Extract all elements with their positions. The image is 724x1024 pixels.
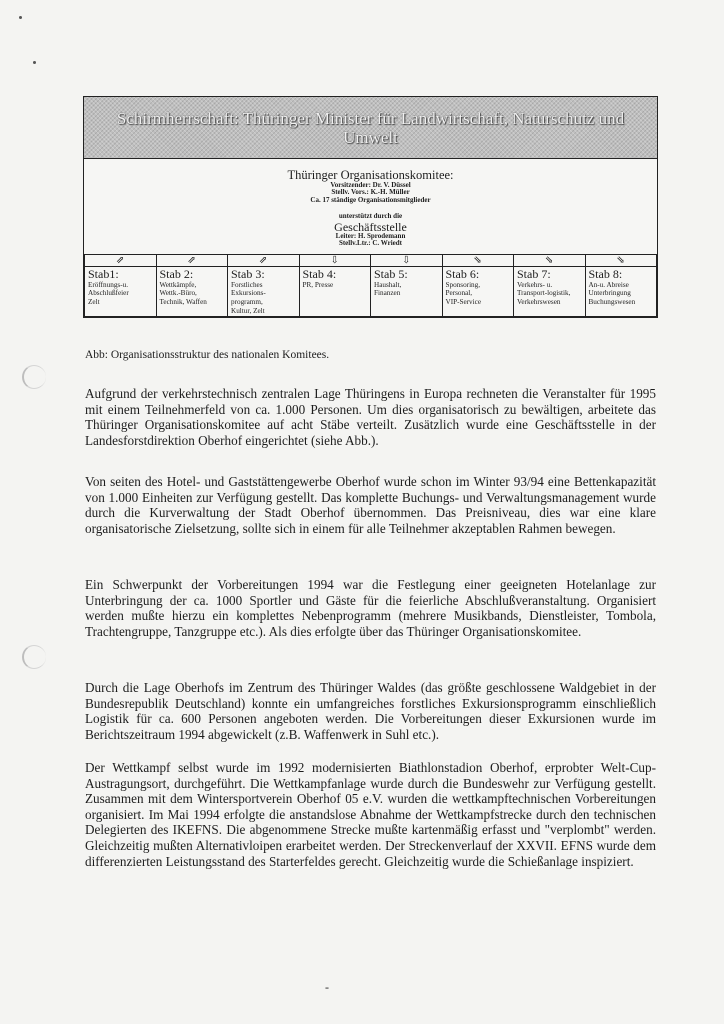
office-title: Geschäftsstelle — [334, 219, 407, 234]
arrow-icon: ⇘ — [585, 254, 657, 266]
paragraph-2: Von seiten des Hotel- und Gaststättengewerbe Oberhof wurde schon im Winter 93/94 eine Bettenkapazität von 1.000 Einheiten zur Verfügung gestellt. Das komplette Buchungs- und Verwaltungsmanagement wurde durch die Kurverwaltung der Stadt Oberhof übernommen. Das Preisniveau, dies war eine klare organisatorische Zielsetzung, sollte sich in einem für alle Teilnehmer akzeptablen Rahmen bewegen. — [85, 474, 656, 536]
committee-block — [84, 159, 657, 254]
patronage-banner — [84, 97, 657, 159]
arrow-icon: ⇩ — [299, 254, 371, 266]
stab-name: Stab 2: — [159, 266, 194, 281]
stab-desc: Verkehrs- u. Transport-logistik, Verkehrswesen — [517, 280, 571, 306]
committee-deputy: Stellv. Vors.: K.-H. Müller — [331, 188, 410, 197]
stab-desc: PR, Presse — [302, 280, 334, 289]
stab-name: Stab 3: — [231, 266, 265, 281]
org-chart — [83, 96, 658, 318]
stab-name: Stab 4: — [302, 266, 337, 281]
stab-cell-1 — [85, 266, 157, 316]
arrow-icon: ⇗ — [85, 254, 157, 266]
punch-hole — [22, 365, 46, 389]
punch-hole — [22, 645, 46, 669]
supported-by-label: unterstützt durch die — [338, 212, 403, 221]
stab-name: Stab 5: — [374, 266, 408, 281]
stab-row — [85, 266, 657, 316]
stab-desc: Forstliches Exkursions- programm, Kultur, Zelt — [231, 280, 266, 315]
stab-name: Stab 8: — [588, 266, 623, 281]
stab-cell-4 — [299, 266, 371, 316]
arrow-icon: ⇩ — [371, 254, 443, 266]
arrow-icon: ⇘ — [442, 254, 514, 266]
stab-cell-5 — [371, 266, 443, 316]
arrow-icon: ⇘ — [514, 254, 586, 266]
paragraph-4: Durch die Lage Oberhofs im Zentrum des Thüringer Waldes (das größte geschlossene Waldgebiet in der Bundesrepublik Deutschland) konnte ein umfangreiches forstliches Exkursionsprogramm einschließlich Logistik für ca. 600 Personen angeboten werden. Die Vorbereitungen dieser Exkursionen wurde im Berichtszeitraum 1994 abgewickelt (z.B. Waffenwerk in Suhl etc.). — [85, 680, 656, 742]
arrow-icon: ⇗ — [156, 254, 228, 266]
stab-name: Stab1: — [88, 266, 119, 281]
stab-cell-8 — [585, 266, 657, 316]
patronage-text: Schirmherrschaft: Thüringer Minister für Landwirtschaft, Naturschutz und Umwelt — [116, 108, 625, 147]
committee-title: Thüringer Organisationskomitee: — [287, 168, 454, 182]
committee-chair: Vorsitzender: Dr. V. Düssel — [330, 181, 411, 190]
paragraph-5: Der Wettkampf selbst wurde im 1992 modernisierten Biathlonstadion Oberhof, erprobter Welt-Cup-Austragungsort, durchgeführt. Die Wettkampfanlage wurde durch die Bundeswehr zur Verfügung gestellt. Zusammen mit dem Wintersportverein Oberhof 05 e.V. wurden die wettkampftechnischen Vorbereitungen organisiert. Im Mai 1994 erfolgte die anstandslose Abnahme der Wettkampfstrecke durch den technischen Delegierten des IKEFNS. Die abgenommene Strecke mußte kartenmäßig erfasst und "verplombt" werden. Gleichzeitig mußten Alternativloipen erarbeitet werden. Der Streckenverlauf der XXVII. EFNS wurde dem differenzierten Leistungsstand des Starterfeldes gerecht. Gleichzeitig wurde die Schießanlage inspiziert. — [85, 760, 656, 869]
stab-desc: An-u. Abreise Unterbringung Buchungswesen — [588, 280, 636, 306]
stab-desc: Sponsoring, Personal, VIP-Service — [445, 280, 482, 306]
committee-members: Ca. 17 ständige Organisationsmitglieder — [310, 195, 431, 204]
stab-cell-6 — [442, 266, 514, 316]
scan-speck — [19, 16, 22, 19]
stab-name: Stab 7: — [517, 266, 551, 281]
stab-cell-2 — [156, 266, 228, 316]
stab-desc: Haushalt, Finanzen — [374, 280, 402, 298]
office-leader: Leiter: H. Sprodemann — [335, 232, 406, 241]
arrow-icon: ⇗ — [228, 254, 300, 266]
stab-desc: Wettkämpfe, Wettk.-Büro, Technik, Waffen — [159, 280, 207, 306]
page-mark: - — [325, 980, 329, 994]
stab-desc: Eröffnungs-u. Abschlußfeier Zelt — [88, 280, 129, 306]
stab-name: Stab 6: — [445, 266, 480, 281]
scan-speck — [33, 61, 36, 64]
paragraph-3: Ein Schwerpunkt der Vorbereitungen 1994 war die Festlegung einer geeigneten Hotelanlage zur Unterbringung der ca. 1000 Sportler und Gäste für die feierliche Abschlußveranstaltung. Organisiert werden mußte hierzu ein komplettes Nebenprogramm (mehrere Musikbands, Dienstleister, Tombola, Trachtengruppe, Tanzgruppe etc.). Als dies erfolgte über das Thüringer Organisationskomitee. — [85, 577, 656, 639]
paragraph-1: Aufgrund der verkehrstechnisch zentralen Lage Thüringens in Europa rechneten die Veranstalter für 1995 mit einem Teilnehmerfeld von ca. 1.000 Personen. Um dies organisatorisch zu bewältigen, arbeitete das Thüringer Organisationskomitee auf acht Stäbe verteilt. Zusätzlich wurde eine Geschäftsstelle in der Landesforstdirektion Oberhof eingerichtet (siehe Abb.). — [85, 386, 656, 448]
office-deputy: Stellv.Ltr.: C. Wriedt — [338, 239, 403, 248]
stab-cell-3 — [228, 266, 300, 316]
arrow-row — [85, 254, 657, 266]
stab-table — [84, 254, 657, 317]
stab-cell-7 — [514, 266, 586, 316]
figure-caption: Abb: Organisationsstruktur des nationalen Komitees. — [85, 349, 330, 361]
